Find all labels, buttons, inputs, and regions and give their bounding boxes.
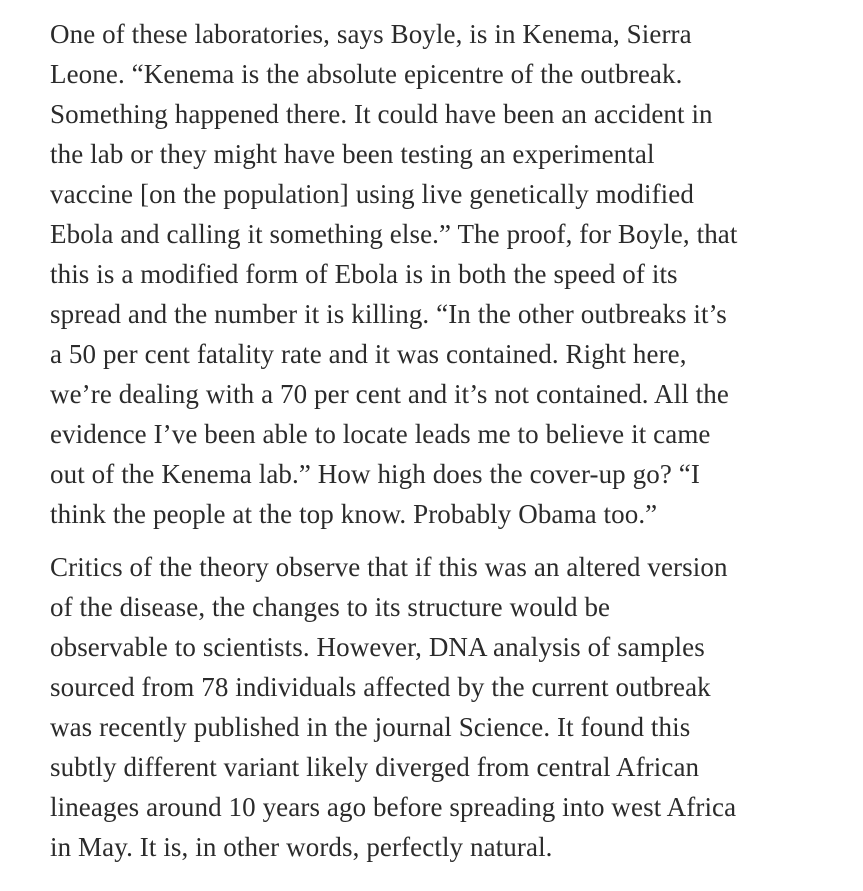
- text-line: lineages around 10 years ago before spreading into west Africa: [50, 792, 737, 822]
- text-line: a 50 per cent fatality rate and it was contained. Right here,: [50, 339, 687, 369]
- text-line: spread and the number it is killing. “In the other outbreaks it’s: [50, 299, 727, 329]
- text-line: vaccine [on the population] using live genetically modified: [50, 179, 694, 209]
- text-line: out of the Kenema lab.” How high does the cover-up go? “I: [50, 459, 700, 489]
- text-line: Leone. “Kenema is the absolute epicentre of the outbreak.: [50, 59, 683, 89]
- text-line: was recently published in the journal Science. It found this: [50, 712, 691, 742]
- text-line: subtly different variant likely diverged from central African: [50, 752, 700, 782]
- text-line: the lab or they might have been testing an experimental: [50, 139, 655, 169]
- text-line: of the disease, the changes to its structure would be: [50, 592, 611, 622]
- article-paragraph-2: [50, 547, 817, 867]
- text-line: observable to scientists. However, DNA analysis of samples: [50, 632, 705, 662]
- text-line: in May. It is, in other words, perfectly natural.: [50, 832, 553, 862]
- text-line: One of these laboratories, says Boyle, is in Kenema, Sierra: [50, 19, 692, 49]
- text-line: Something happened there. It could have been an accident in: [50, 99, 713, 129]
- text-line: Ebola and calling it something else.” The proof, for Boyle, that: [50, 219, 738, 249]
- text-line: evidence I’ve been able to locate leads me to believe it came: [50, 419, 711, 449]
- article-paragraph-1: [50, 14, 817, 534]
- text-line: sourced from 78 individuals affected by the current outbreak: [50, 672, 711, 702]
- text-line: Critics of the theory observe that if this was an altered version: [50, 552, 728, 582]
- text-line: we’re dealing with a 70 per cent and it’s not contained. All the: [50, 379, 729, 409]
- text-line: think the people at the top know. Probably Obama too.”: [50, 499, 658, 529]
- text-line: this is a modified form of Ebola is in both the speed of its: [50, 259, 678, 289]
